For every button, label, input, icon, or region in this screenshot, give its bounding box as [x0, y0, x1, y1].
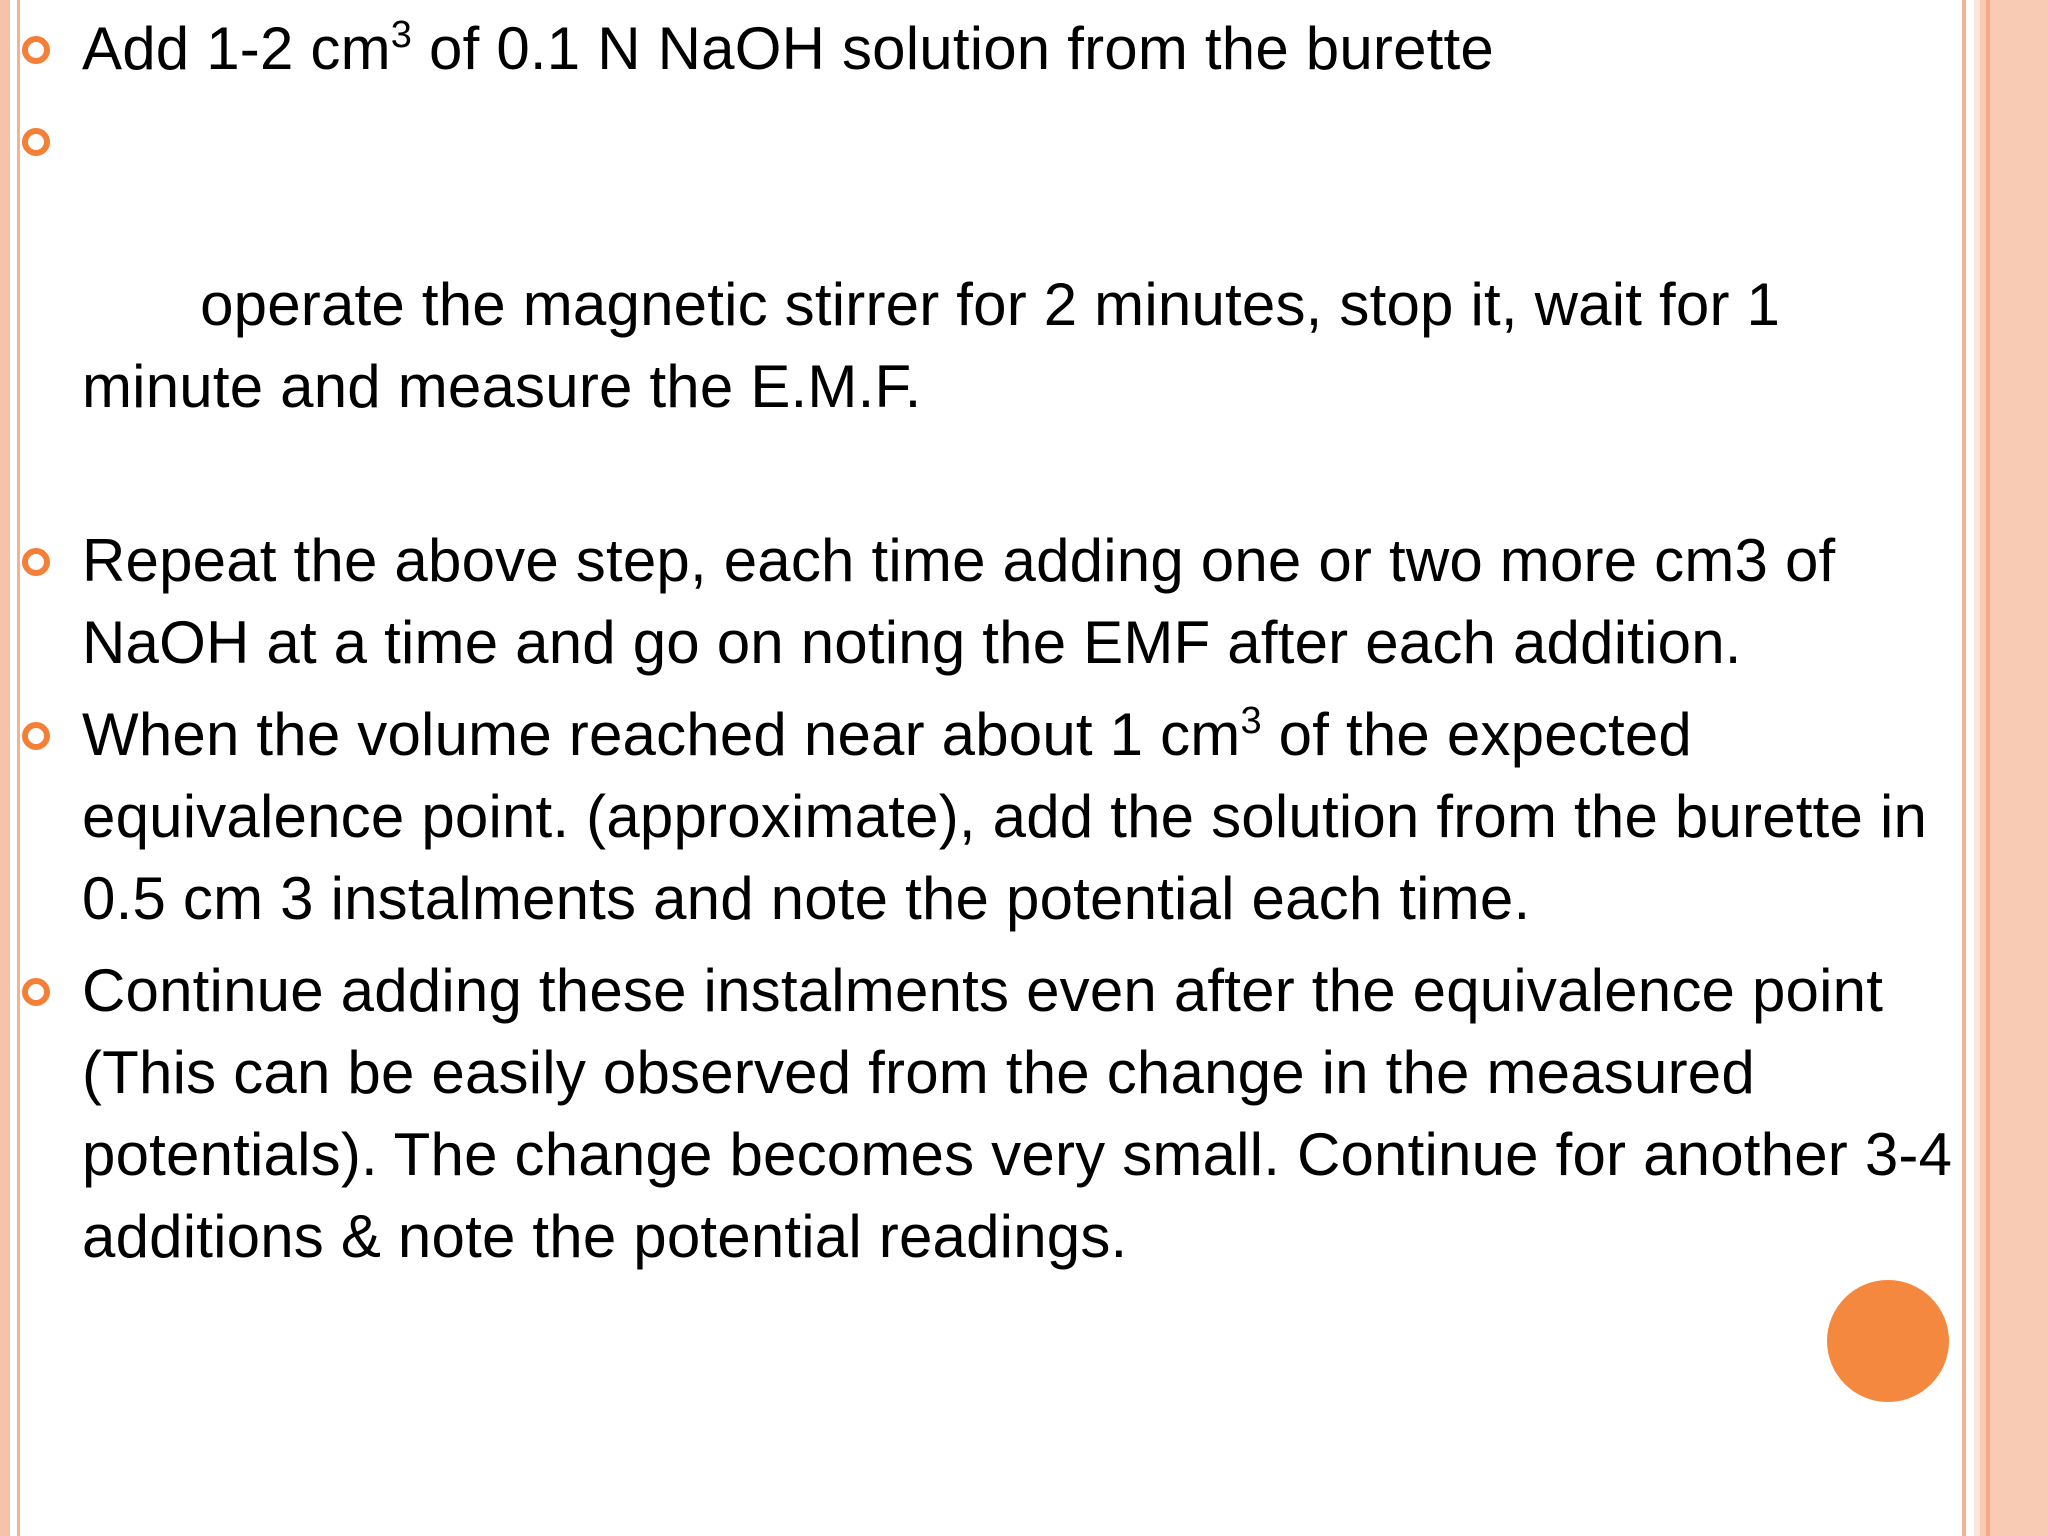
right-border-line [1962, 0, 1966, 1536]
bullet-item-3 [0, 520, 1960, 684]
hollow-circle-bullet-icon [22, 722, 50, 750]
hollow-circle-bullet-icon [22, 978, 50, 1006]
right-border-inner-line [1986, 0, 1990, 1536]
bullet-text-3: Repeat the above step, each time adding one or two more cm3 of NaOH at a time and go on noting the EMF after each addition. [82, 527, 1836, 676]
hollow-circle-bullet-icon [22, 548, 50, 576]
bullet-text-4: When the volume reached near about 1 $cm^3$ of the expected equivalence point. (approximate), add the solution from the burette in 0.5 cm 3 instalments and note the potential each time. [82, 700, 1928, 932]
bullet-text-1: Add 1-2 $cm^3$ of 0.1 N NaOH solution from the burette [82, 14, 1494, 82]
superscript: 3 [1240, 700, 1262, 742]
bullet-item-4 [0, 694, 1960, 940]
hollow-circle-bullet-icon [22, 36, 50, 64]
bullet-text-2: operate the magnetic stirrer for 2 minutes, stop it, wait for 1 minute and measure the E.M.F. [82, 271, 1797, 420]
orange-circle-decoration [1827, 1280, 1949, 1402]
bullet-item-2 [0, 100, 1960, 510]
bullet-list [0, 8, 1960, 1288]
hollow-circle-bullet-icon [22, 128, 50, 156]
bullet-text-5: Continue adding these instalments even after the equivalence point (This can be easily observed from the change in the measured potentials). The change becomes very small. Continue for another 3-4 additions & note the potential readings. [82, 957, 1953, 1270]
superscript: 3 [390, 14, 413, 56]
bullet-item-5 [0, 950, 1960, 1278]
bullet-item-1 [0, 8, 1960, 90]
